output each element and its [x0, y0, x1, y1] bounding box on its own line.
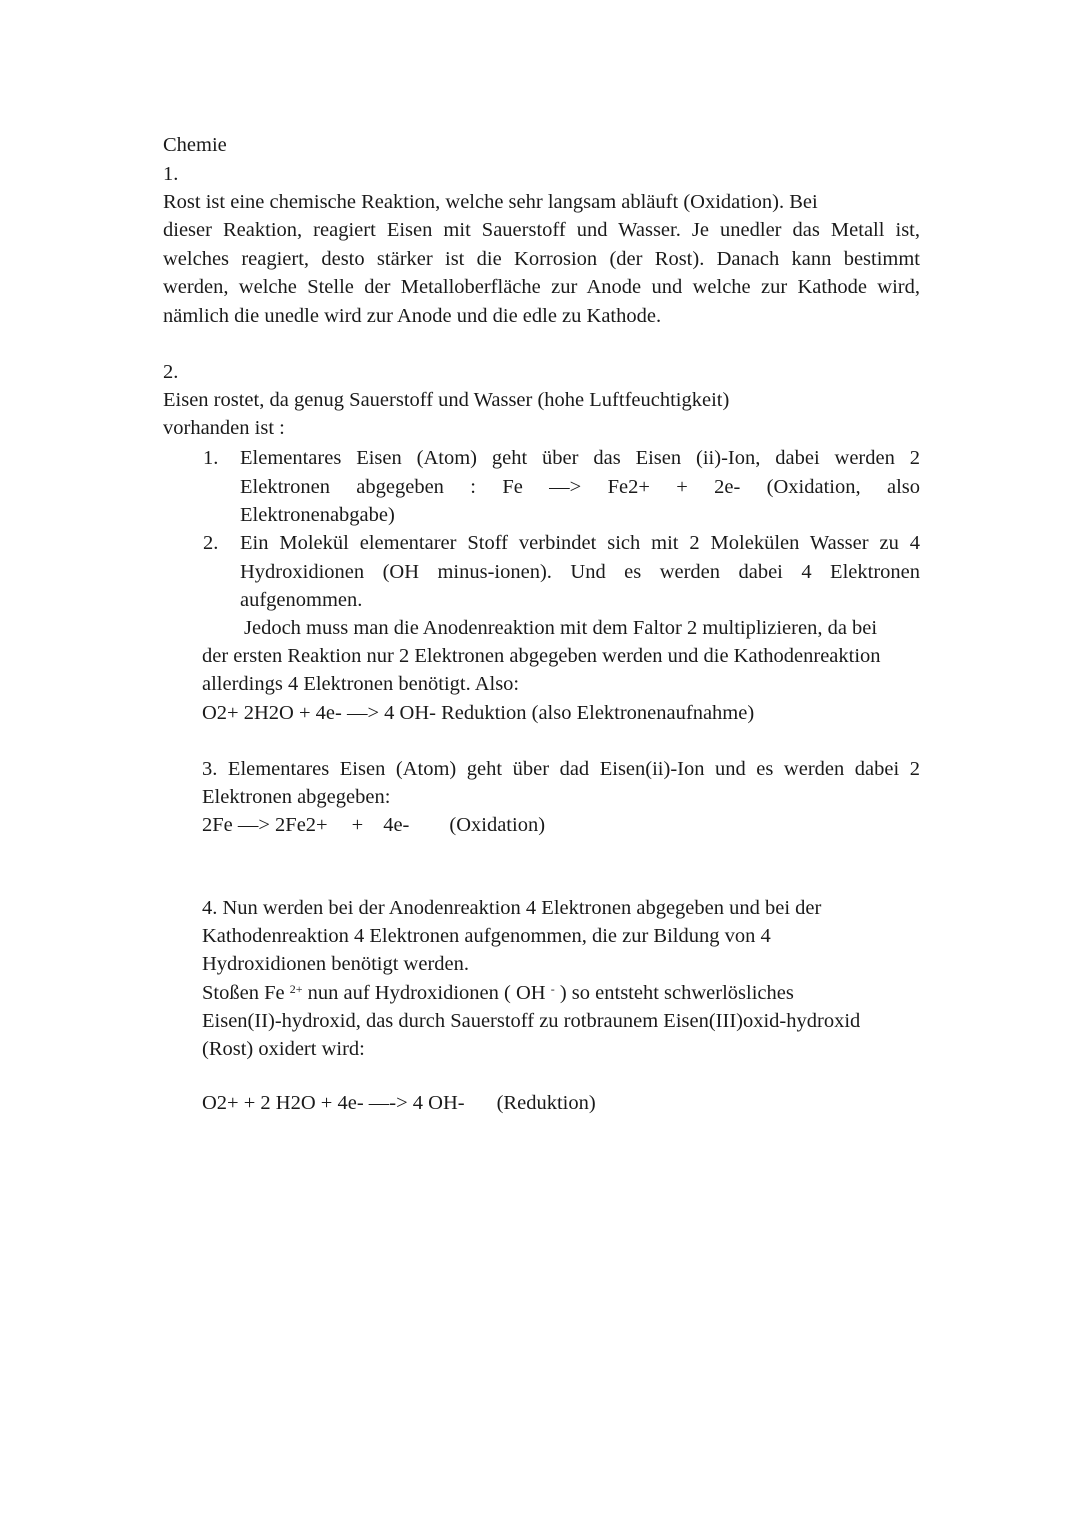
list-item [240, 444, 920, 501]
fe-line-pre: Stoßen Fe [202, 982, 285, 1004]
section-1-line: Rost ist eine chemische Reaktion, welche sehr langsam abläuft (Oxidation). Bei [163, 191, 818, 213]
section-4-line: 4. Nun werden bei der Anodenreaktion 4 Elektronen abgegeben und bei der [202, 897, 822, 919]
list-item-line: Ein Molekül elementarer Stoff verbindet sich mit 2 Molekülen Wasser zu 4 [240, 532, 920, 554]
equation-note: (Reduktion) [496, 1092, 596, 1114]
equation-rhs: 4e- [383, 814, 410, 836]
list-item-line: Hydroxidionen (OH minus-ionen). Und es werden dabei 4 Elektronen [240, 560, 920, 583]
section-3-line: 3. Elementares Eisen (Atom) geht über dad Eisen(ii)-Ion und es werden dabei 2 [202, 758, 920, 780]
section-2-intro: Eisen rostet, da genug Sauerstoff und Wasser (hohe Luftfeuchtigkeit) [163, 389, 730, 411]
list-item-line: Elektronen abgegeben : Fe —> Fe2+ + 2e- (Oxidation, also [240, 475, 920, 498]
section-1-line: werden, welche Stelle der Metalloberfläche zur Anode und welche zur Kathode wird, [163, 276, 920, 298]
section-4-line: Eisen(II)-hydroxid, das durch Sauerstoff zu rotbraunem Eisen(III)oxid-hydroxid [202, 1010, 861, 1032]
document-title: Chemie [163, 134, 227, 156]
section-4-line: Kathodenreaktion 4 Elektronen aufgenommen, die zur Bildung von 4 [202, 925, 771, 947]
section-4-line: (Rost) oxidert wird: [202, 1038, 365, 1060]
section-1-line: nämlich die unedle wird zur Anode und die edle zu Kathode. [163, 305, 662, 327]
oh-charge: - [550, 982, 555, 996]
equation-plus: + [351, 814, 364, 836]
equation-text: O2+ + 2 H2O + 4e- —-> 4 OH- [202, 1092, 465, 1114]
fe-line-mid: nun auf Hydroxidionen ( OH [307, 982, 546, 1004]
section-1-line: dieser Reaktion, reagiert Eisen mit Sauerstoff und Wasser. Je unedler das Metall ist, [163, 219, 920, 241]
equation-lhs: 2Fe —> 2Fe2+ [202, 814, 328, 836]
section-1-number: 1. [163, 163, 179, 185]
section-3-line: Elektronen abgegeben: [202, 786, 391, 808]
equation-note: (Oxidation) [449, 814, 546, 836]
list-item [240, 529, 920, 586]
reaction-equation: O2+ 2H2O + 4e- —> 4 OH- Reduktion (also Elektronenaufnahme) [202, 702, 755, 724]
fe-charge: 2+ [289, 982, 303, 996]
section-2-number: 2. [163, 361, 179, 383]
section-1-justified [163, 216, 920, 302]
list-item-line: aufgenommen. [240, 589, 363, 611]
section-3-justified [202, 755, 920, 784]
reaction-equation [202, 811, 545, 840]
paragraph-line: Jedoch muss man die Anodenreaktion mit dem Faltor 2 multiplizieren, da bei [244, 617, 878, 639]
list-item-line: Elementares Eisen (Atom) geht über das Eisen (ii)-Ion, dabei werden 2 [240, 447, 920, 469]
list-item-line: Elektronenabgabe) [240, 504, 395, 526]
paragraph-line: allerdings 4 Elektronen benötigt. Also: [202, 673, 520, 695]
section-1-line: welches reagiert, desto stärker ist die Korrosion (der Rost). Danach kann bestimmt [163, 247, 920, 270]
list-marker: 1. [203, 447, 219, 469]
list-marker: 2. [203, 532, 219, 554]
fe-line-post: ) so entsteht schwerlösliches [559, 982, 794, 1004]
reaction-equation [202, 1089, 596, 1118]
paragraph-line: der ersten Reaktion nur 2 Elektronen abgegeben werden und die Kathodenreaktion [202, 645, 881, 667]
section-4-line: Hydroxidionen benötigt werden. [202, 953, 470, 975]
section-2-intro: vorhanden ist : [163, 417, 285, 439]
section-4-fe-line [202, 979, 794, 1008]
